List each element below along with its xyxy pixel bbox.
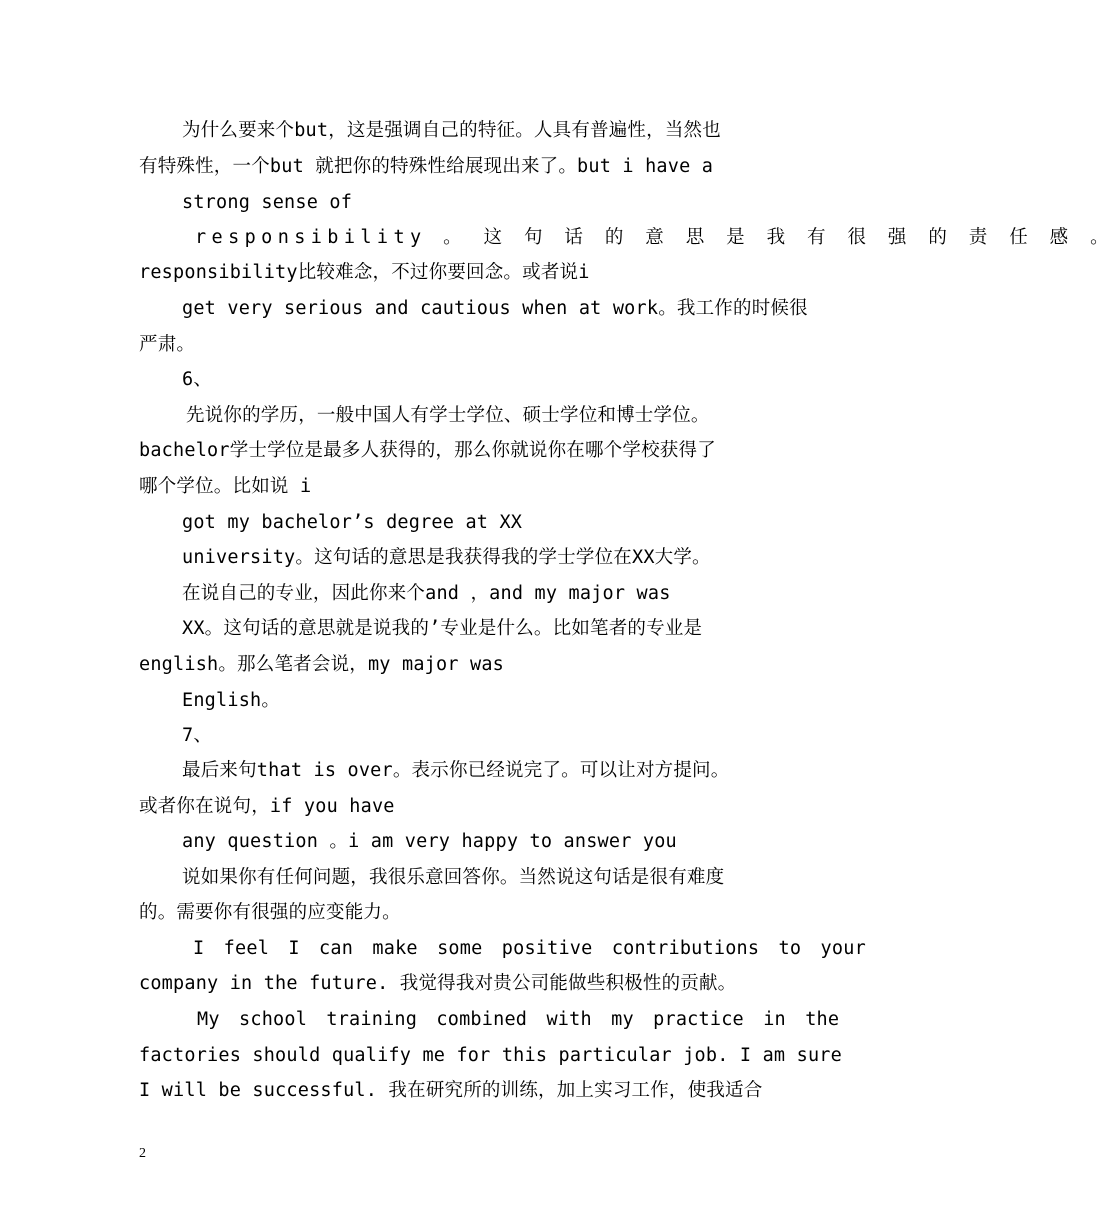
text-line: I feel I can make some positive contributions to your (193, 938, 866, 959)
list-number: 7、 (182, 725, 213, 746)
text-line: 最后来句that is over。表示你已经说完了。可以让对方提问。 (182, 760, 730, 781)
text-line: factories should qualify me for this particular job. I am sure (139, 1045, 842, 1066)
text-line: XX。这句话的意思就是说我的’专业是什么。比如笔者的专业是 (182, 618, 703, 639)
text-line: I will be successful. 我在研究所的训练，加上实习工作，使我适合 (139, 1080, 763, 1101)
list-number: 6、 (182, 369, 213, 390)
text-line: 为什么要来个but，这是强调自己的特征。人具有普遍性，当然也 (182, 120, 721, 141)
text-line: responsibility比较难念，不过你要回念。或者说i (139, 262, 590, 283)
text-line: English。 (182, 690, 281, 711)
text-line: 哪个学位。比如说 i (139, 476, 312, 497)
text-line: english。那么笔者会说，my major was (139, 654, 505, 675)
text-line: company in the future. 我觉得我对贵公司能做些积极性的贡献。 (139, 973, 737, 994)
text-line: 说如果你有任何问题，我很乐意回答你。当然说这句话是很有难度 (182, 867, 725, 888)
text-line: 或者你在说句，if you have (139, 796, 395, 817)
text-line: got my bachelor’s degree at XX (182, 512, 523, 533)
text-line: responsibility 。 这 句 话 的 意 思 是 我 有 很 强 的 责 任 感 。 (195, 227, 1114, 248)
page-number: 2 (139, 1146, 146, 1161)
text-line: strong sense of (182, 192, 353, 213)
text-line: bachelor学士学位是最多人获得的，那么你就说你在哪个学校获得了 (139, 440, 716, 461)
text-line: 严肃。 (139, 334, 196, 355)
text-line: 在说自己的专业，因此你来个and ，and my major was (182, 583, 671, 604)
text-line: My school training combined with my practice in the (197, 1009, 840, 1030)
text-line: university。这句话的意思是我获得我的学士学位在XX大学。 (182, 547, 711, 568)
text-line: 有特殊性，一个but 就把你的特殊性给展现出来了。but i have a (139, 156, 714, 177)
text-line: get very serious and cautious when at work。我工作的时候很 (182, 298, 808, 319)
text-line: any question 。i am very happy to answer you (182, 831, 677, 852)
text-line: 先说你的学历，一般中国人有学士学位、硕士学位和博士学位。 (186, 405, 710, 426)
text-line: 的。需要你有很强的应变能力。 (139, 902, 401, 923)
